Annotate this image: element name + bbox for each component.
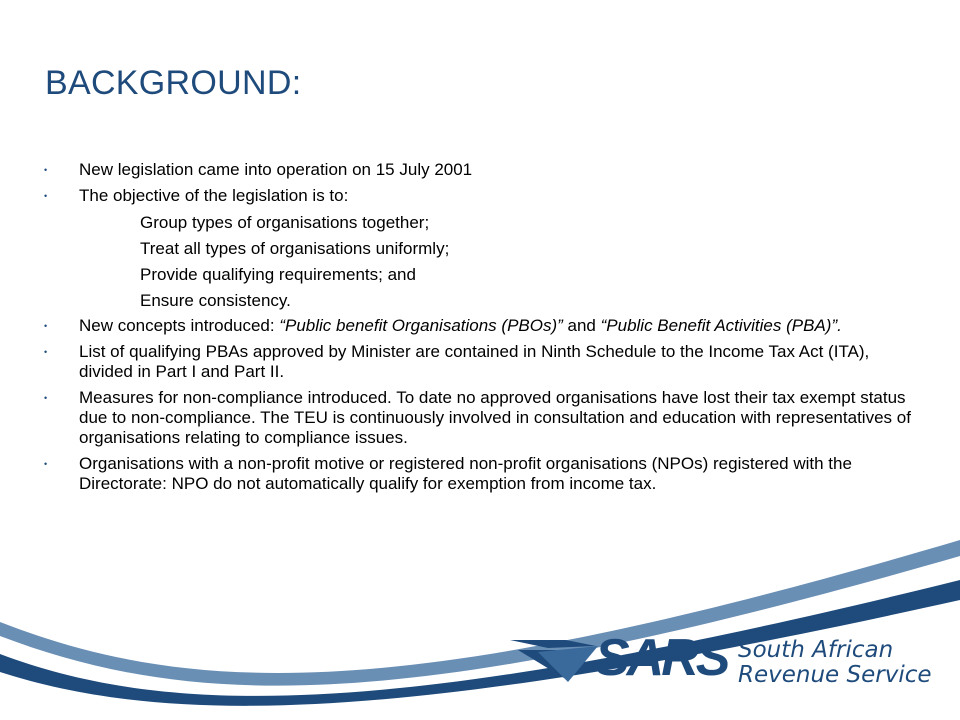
bullet-text: New legislation came into operation on 15 July 2001 [79,160,473,179]
sars-emblem-icon [508,634,598,694]
bullet-text: Measures for non-compliance introduced. To date no approved organisations have lost their tax exempt status due to non-compliance. The TEU is continuously involved in consultation and education with representatives of organisations relating to compliance issues. [79,388,911,447]
sars-logo [508,630,938,694]
objective-item: Group types of organisations together; [140,213,430,232]
sars-wordmark: SARS [595,629,728,687]
bullet-text: Organisations with a non-profit motive or registered non-profit organisations (NPOs) registered with the Directorate: NPO do not automatically qualify for exemption from income tax. [79,454,852,493]
objective-item: Provide qualifying requirements; and [140,265,416,284]
objective-item: Ensure consistency. [140,291,291,310]
sars-tagline [738,638,932,688]
slide-title: BACKGROUND: [45,64,302,102]
concept-term-pbo: “Public benefit Organisations (PBOs)” [279,316,563,335]
bullet-icon: • [44,393,48,403]
concepts-prefix: New concepts introduced: [79,316,280,335]
bullet-text: The objective of the legislation is to: [79,186,349,205]
bullet-icon: • [44,347,48,357]
bullet-text: List of qualifying PBAs approved by Minister are contained in Ninth Schedule to the Income Tax Act (ITA), divided in Part I and Part II. [79,342,870,381]
bullet-icon: • [44,459,48,469]
tagline-line1: South African [738,637,894,663]
objective-item: Treat all types of organisations uniformly; [140,239,450,258]
bullet-icon: • [44,191,48,201]
bullet-icon: • [44,165,48,175]
concept-term-pba: “Public Benefit Activities (PBA)”. [600,316,842,335]
concepts-join: and [562,316,601,335]
tagline-line2: Revenue Service [738,662,932,688]
bullet-icon: • [44,321,48,331]
